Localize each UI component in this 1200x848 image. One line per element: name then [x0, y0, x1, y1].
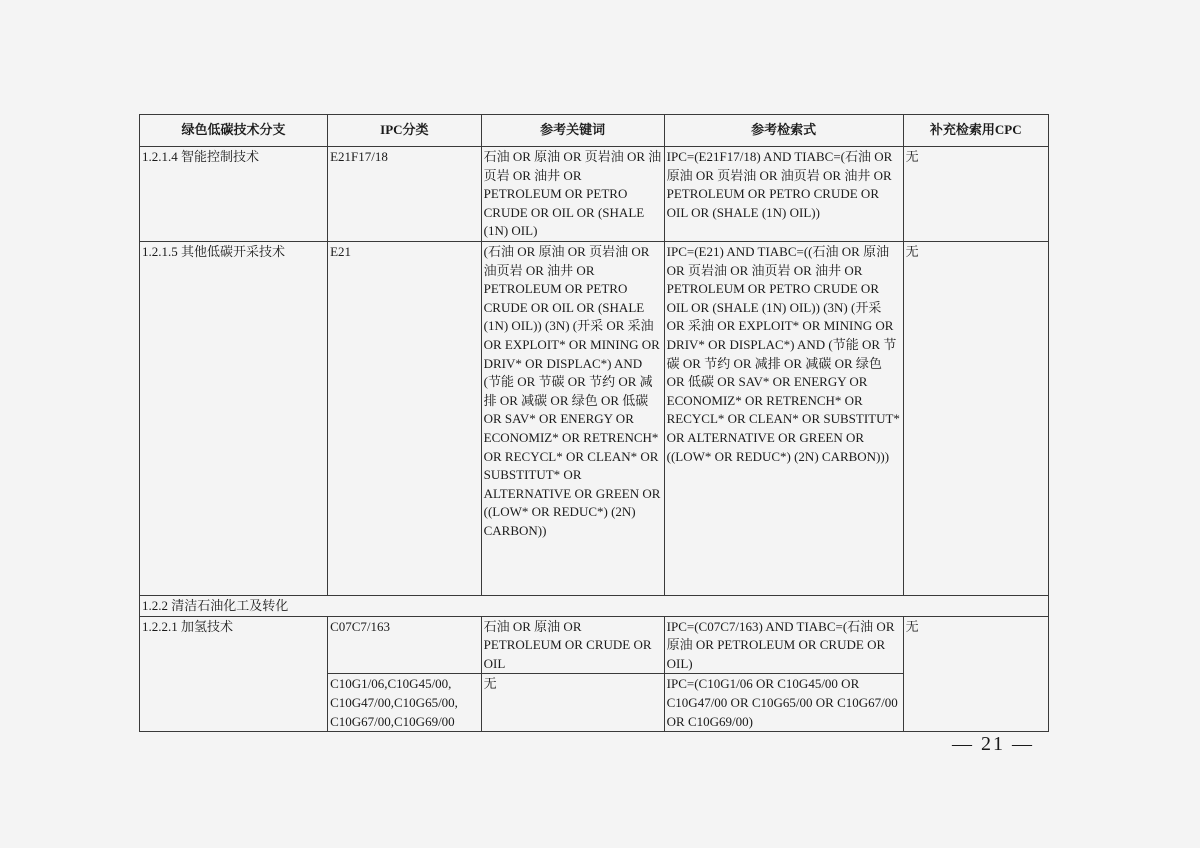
query-cell: IPC=(C07C7/163) AND TIABC=(石油 OR 原油 OR PETROLEUM OR CRUDE OR OIL) — [664, 616, 903, 674]
section-heading-cell: 1.2.2 清洁石油化工及转化 — [140, 596, 1049, 617]
header-keywords: 参考关键词 — [481, 115, 664, 147]
cpc-cell: 无 — [903, 147, 1048, 242]
header-ipc: IPC分类 — [328, 115, 482, 147]
query-cell: IPC=(E21F17/18) AND TIABC=(石油 OR 原油 OR 页岩油 OR 油页岩 OR 油井 OR PETROLEUM OR PETRO CRUDE OR OIL OR (SHALE (1N) OIL)) — [664, 147, 903, 242]
keywords-cell: 石油 OR 原油 OR PETROLEUM OR CRUDE OR OIL — [481, 616, 664, 674]
cpc-cell: 无 — [903, 616, 1048, 732]
ipc-cell: C07C7/163 — [328, 616, 482, 674]
header-query: 参考检索式 — [664, 115, 903, 147]
keywords-cell: 石油 OR 原油 OR 页岩油 OR 油页岩 OR 油井 OR PETROLEUM OR PETRO CRUDE OR OIL OR (SHALE (1N) OIL) — [481, 147, 664, 242]
cpc-cell: 无 — [903, 242, 1048, 596]
ipc-cell: E21 — [328, 242, 482, 596]
branch-cell: 1.2.1.4 智能控制技术 — [140, 147, 328, 242]
table-header-row — [140, 115, 1049, 147]
section-row — [140, 596, 1049, 617]
ipc-classification-table — [139, 114, 1049, 732]
branch-cell: 1.2.1.5 其他低碳开采技术 — [140, 242, 328, 596]
ipc-cell: E21F17/18 — [328, 147, 482, 242]
query-cell: IPC=(C10G1/06 OR C10G45/00 OR C10G47/00 OR C10G65/00 OR C10G67/00 OR C10G69/00) — [664, 674, 903, 732]
table-row — [140, 616, 1049, 674]
branch-cell: 1.2.2.1 加氢技术 — [140, 616, 328, 732]
table-row — [140, 242, 1049, 596]
header-branch: 绿色低碳技术分支 — [140, 115, 328, 147]
ipc-cell: C10G1/06,C10G45/00, C10G47/00,C10G65/00, C10G67/00,C10G69/00 — [328, 674, 482, 732]
keywords-cell: (石油 OR 原油 OR 页岩油 OR 油页岩 OR 油井 OR PETROLEUM OR PETRO CRUDE OR OIL OR (SHALE (1N) OIL)) (3N) (开采 OR 采油 OR EXPLOIT* OR MINING OR DRIV* OR DISPLAC*) AND (节能 OR 节碳 OR 节约 OR 减排 OR 减碳 OR 绿色 OR 低碳 OR SAV* OR ENERGY OR ECONOMIZ* OR RETRENCH* OR RECYCL* OR CLEAN* OR SUBSTITUT* OR ALTERNATIVE OR GREEN OR ((LOW* OR REDUC*) (2N) CARBON)) — [481, 242, 664, 596]
query-cell: IPC=(E21) AND TIABC=((石油 OR 原油 OR 页岩油 OR 油页岩 OR 油井 OR PETROLEUM OR PETRO CRUDE OR OIL OR (SHALE (1N) OIL)) (3N) (开采 OR 采油 OR EXPLOIT* OR MINING OR DRIV* OR DISPLAC*) AND (节能 OR 节碳 OR 节约 OR 减排 OR 减碳 OR 绿色 OR 低碳 OR SAV* OR ENERGY OR ECONOMIZ* OR RETRENCH* OR RECYCL* OR CLEAN* OR SUBSTITUT* OR ALTERNATIVE OR GREEN OR ((LOW* OR REDUC*) (2N) CARBON))) — [664, 242, 903, 596]
table-row — [140, 147, 1049, 242]
header-cpc: 补充检索用CPC — [903, 115, 1048, 147]
keywords-cell: 无 — [481, 674, 664, 732]
page-number: — 21 — — [952, 733, 1034, 755]
